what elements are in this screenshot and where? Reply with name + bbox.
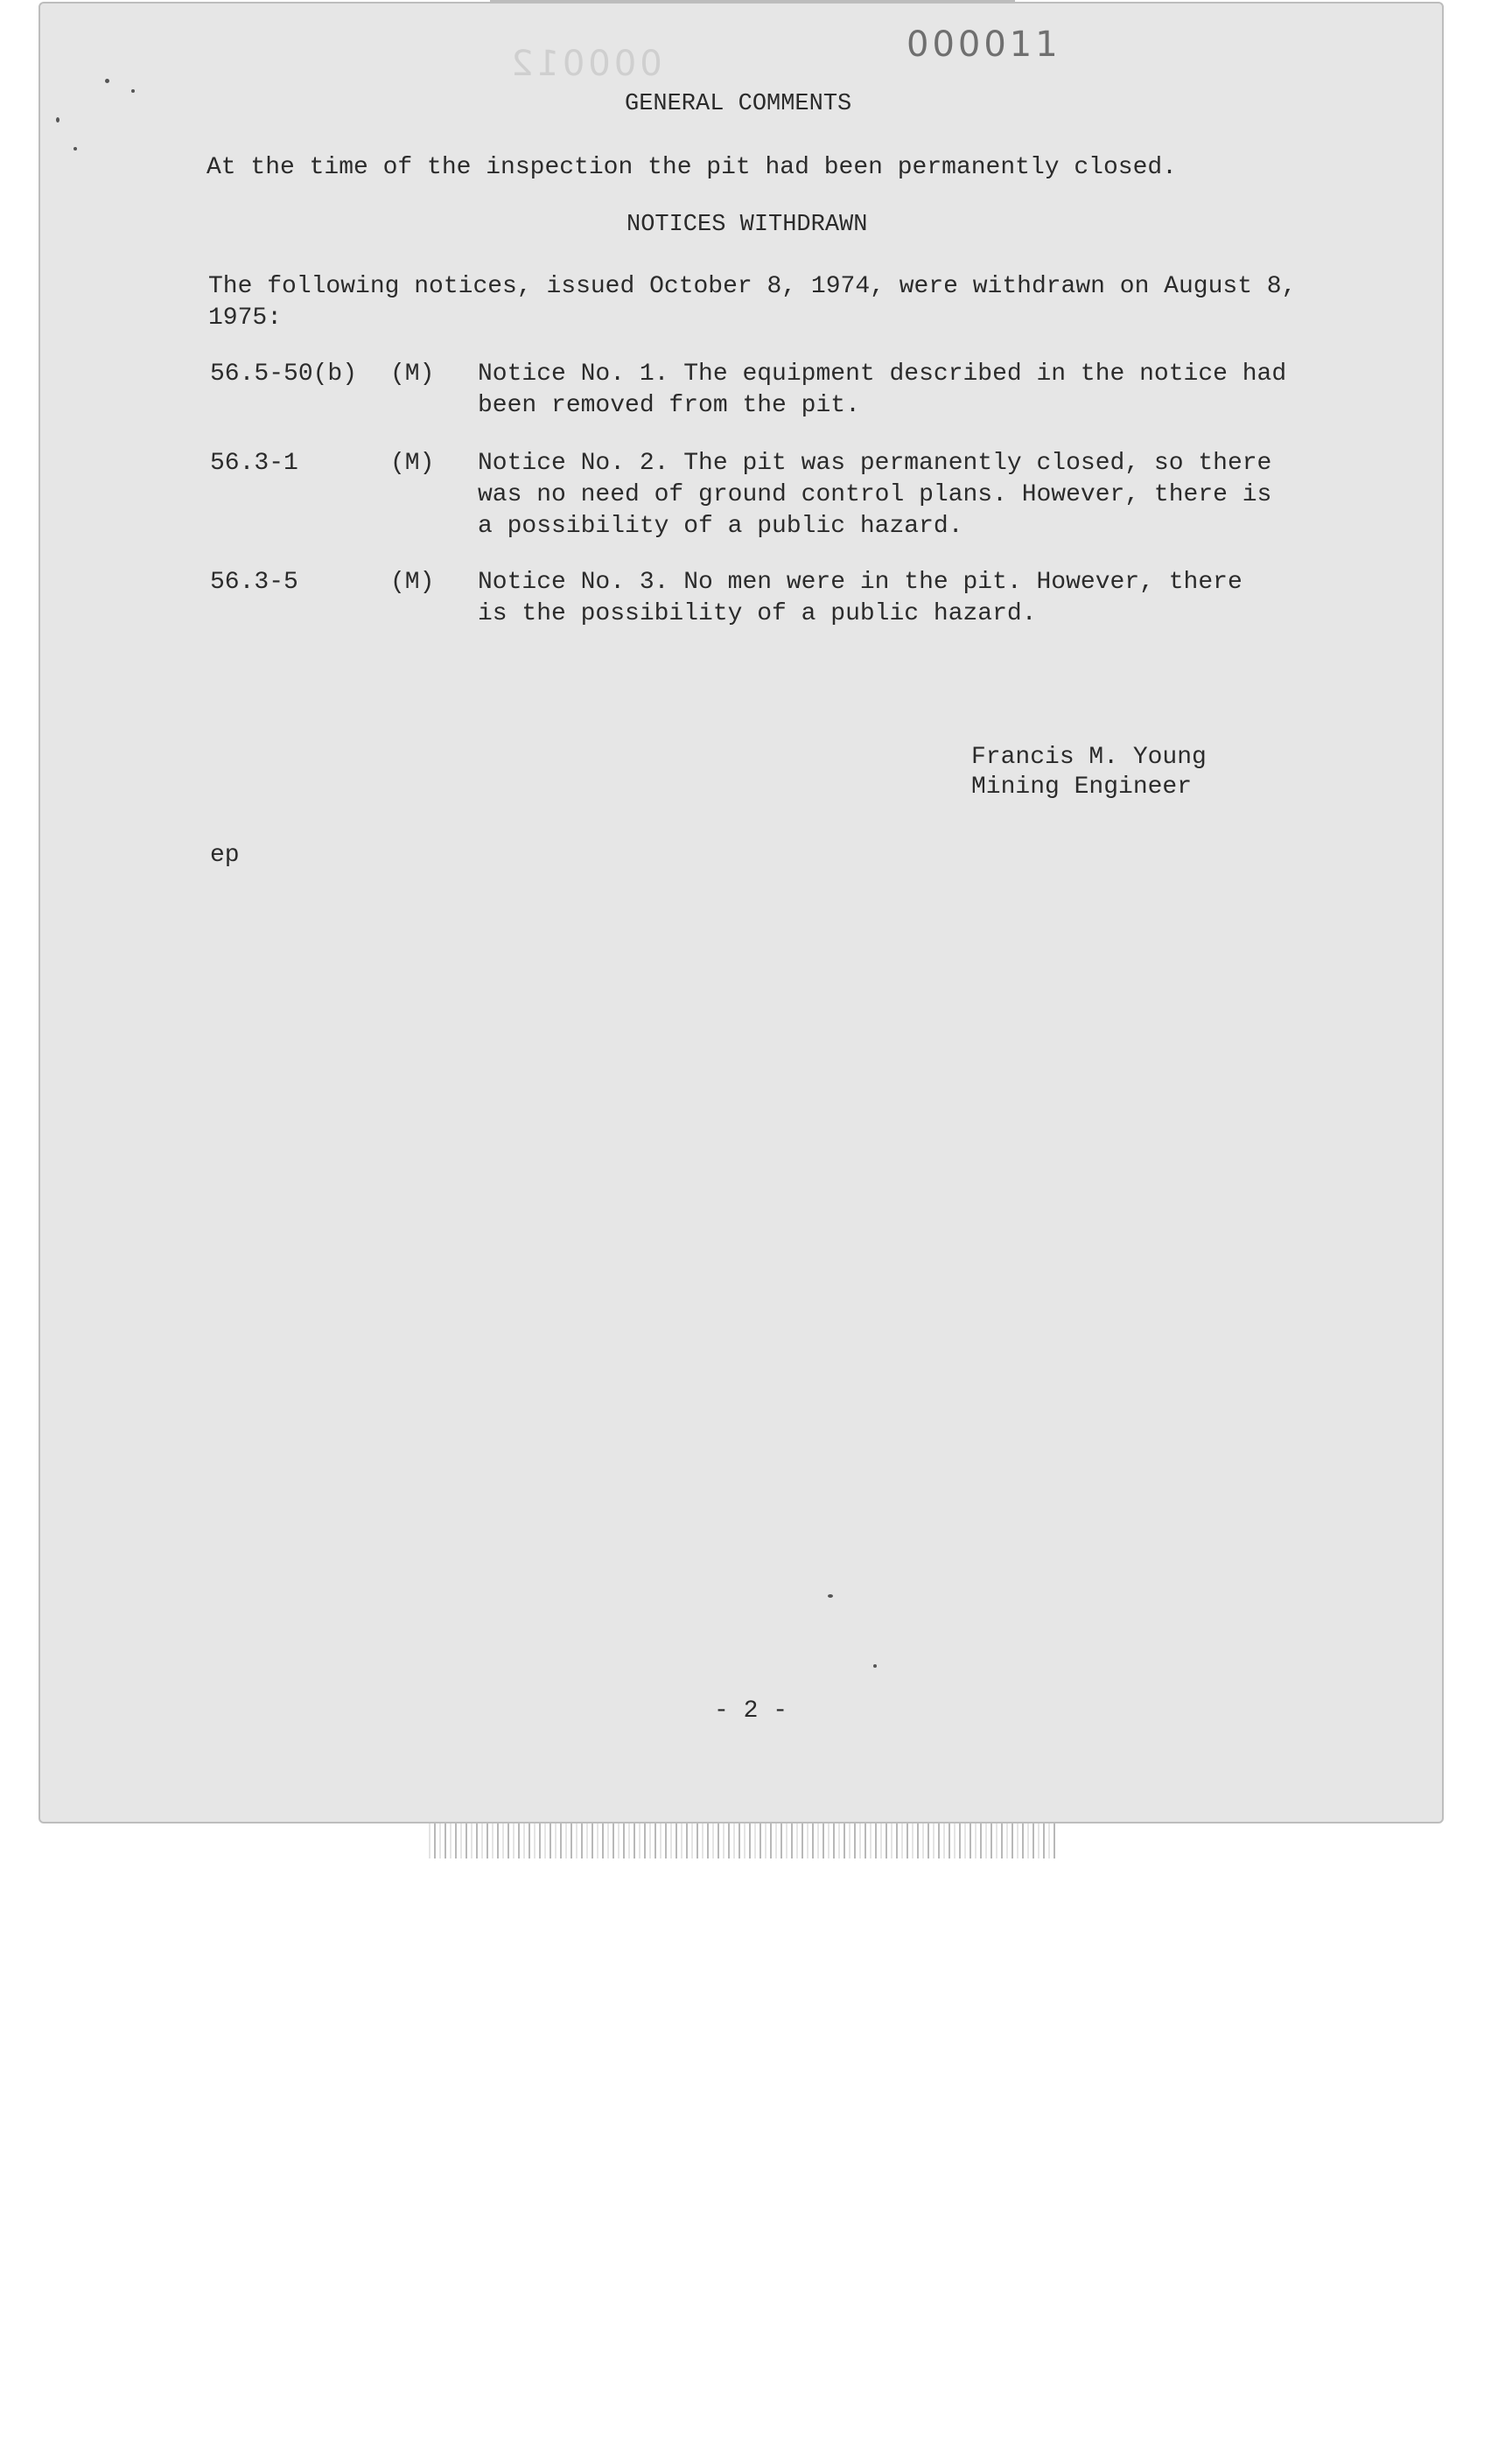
scan-speck xyxy=(74,147,77,150)
notices-intro: The following notices, issued October 8, 1974, were withdrawn on August 8, 1975: xyxy=(208,273,1297,332)
signature-name: Francis M. Young xyxy=(971,744,1207,771)
notice-item-3 xyxy=(210,567,1348,637)
scan-speck xyxy=(56,117,60,122)
notice-type: (M) xyxy=(390,569,435,596)
general-comments-heading: GENERAL COMMENTS xyxy=(625,91,852,117)
scan-speck xyxy=(131,89,135,93)
notice-type: (M) xyxy=(390,450,435,477)
scan-edge-bottom xyxy=(429,1824,1059,1858)
scan-speck xyxy=(105,79,109,83)
scan-speck xyxy=(828,1594,833,1598)
notice-description: Notice No. 3. No men were in the pit. However, there is the possibility of a public hazard. xyxy=(478,569,1242,627)
notice-item-1 xyxy=(210,359,1348,429)
notice-item-2 xyxy=(210,448,1348,540)
page-number: - 2 - xyxy=(714,1698,788,1725)
general-comments-text: At the time of the inspection the pit had been permanently closed. xyxy=(206,154,1177,181)
bleed-through-stamp: 000012 xyxy=(508,44,662,84)
signature-title: Mining Engineer xyxy=(971,774,1193,801)
scan-speck xyxy=(873,1664,877,1668)
notice-code: 56.5-50(b) xyxy=(210,360,358,388)
notice-type: (M) xyxy=(390,360,435,388)
notice-description: Notice No. 2. The pit was permanently closed, so there was no need of ground control plans. However, there is a possibility of a public hazard. xyxy=(478,450,1272,540)
typist-initials: ep xyxy=(210,842,240,869)
document-number-stamp: 000011 xyxy=(906,24,1061,65)
notice-description: Notice No. 1. The equipment described in the notice had been removed from the pit. xyxy=(478,360,1287,419)
notice-code: 56.3-5 xyxy=(210,569,298,596)
notices-withdrawn-heading: NOTICES WITHDRAWN xyxy=(626,212,868,238)
notice-code: 56.3-1 xyxy=(210,450,298,477)
